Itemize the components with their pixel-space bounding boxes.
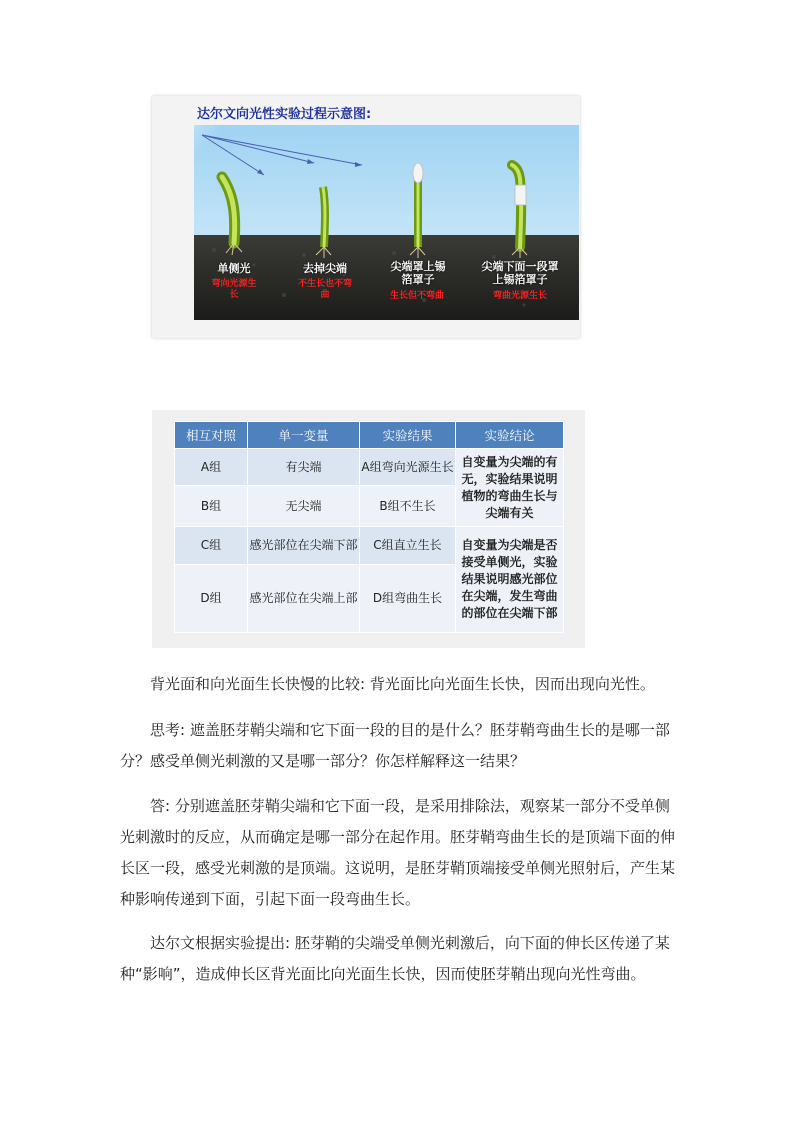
figure-title: 达尔文向光性实验过程示意图: xyxy=(197,107,372,122)
caption-4-note: 弯曲光源生长 xyxy=(492,291,547,301)
foil-cap-tip xyxy=(413,163,423,183)
cell-conclusion-cd: 自变量为尖端是否接受单侧光，实验结果说明感光部位在尖端，发生弯曲的部位在尖端下部 xyxy=(456,527,564,633)
experiment-figure xyxy=(152,96,580,338)
caption-3-note: 生长但不弯曲 xyxy=(390,291,445,301)
caption-3-label: 尖端罩上锡箔罩子 xyxy=(390,260,446,286)
table-row xyxy=(175,527,564,565)
cell-group: C组 xyxy=(175,527,248,565)
comparison-table xyxy=(174,421,564,633)
figure-scene xyxy=(194,125,579,320)
header-control: 相互对照 xyxy=(175,422,248,449)
cell-conclusion-ab: 自变量为尖端的有无，实验结果说明植物的弯曲生长与尖端有关 xyxy=(456,449,564,527)
cell-variable: 无尖端 xyxy=(248,486,360,527)
caption-1-label: 单侧光 xyxy=(217,262,251,275)
cell-result: D组弯曲生长 xyxy=(360,565,456,633)
header-conclusion: 实验结论 xyxy=(456,422,564,449)
paragraph-answer: 答: 分别遮盖胚芽鞘尖端和它下面一段，是采用排除法，观察某一部分不受单侧光刺激时的反应，从而确定是哪一部分在起作用。胚芽鞘弯曲生长的是顶端下面的伸长区一段，感受光刺激的是顶端。这说明，是胚芽鞘顶端接受单侧光照射后，产生某种影响传递到下面，引起下面一段弯曲生长。 xyxy=(120,797,676,908)
cell-variable: 感光部位在尖端下部 xyxy=(248,527,360,565)
header-result: 实验结果 xyxy=(360,422,456,449)
paragraph-darwin-conclusion: 达尔文根据实验提出: 胚芽鞘的尖端受单侧光刺激后，向下面的伸长区传递了某种“影响”，造成伸长区背光面比向光面生长快，因而使胚芽鞘出现向光性弯曲。 xyxy=(120,934,670,983)
caption-2-note: 不生长也不弯曲 xyxy=(298,279,353,300)
paragraph-comparison: 背光面和向光面生长快慢的比较: 背光面比向光面生长快，因而出现向光性。 xyxy=(150,675,655,693)
cell-group: A组 xyxy=(175,449,248,486)
cell-result: A组弯向光源生长 xyxy=(360,449,456,486)
cell-group: B组 xyxy=(175,486,248,527)
cell-variable: 感光部位在尖端上部 xyxy=(248,565,360,633)
caption-2-label: 去掉尖端 xyxy=(303,262,347,275)
paragraph-question: 思考: 遮盖胚芽鞘尖端和它下面一段的目的是什么？胚芽鞘弯曲生长的是哪一部分？感受单侧光刺激的又是哪一部分？你怎样解释这一结果？ xyxy=(120,721,670,770)
cell-result: B组不生长 xyxy=(360,486,456,527)
table-row xyxy=(175,449,564,486)
cell-variable: 有尖端 xyxy=(248,449,360,486)
cell-group: D组 xyxy=(175,565,248,633)
cell-result: C组直立生长 xyxy=(360,527,456,565)
caption-4-label: 尖端下面一段罩上锡箔罩子 xyxy=(481,260,559,286)
caption-1-note: 弯向光源生长 xyxy=(211,279,257,300)
header-variable: 单一变量 xyxy=(248,422,360,449)
foil-cap-below-tip xyxy=(515,185,526,205)
comparison-table-panel xyxy=(152,410,585,648)
